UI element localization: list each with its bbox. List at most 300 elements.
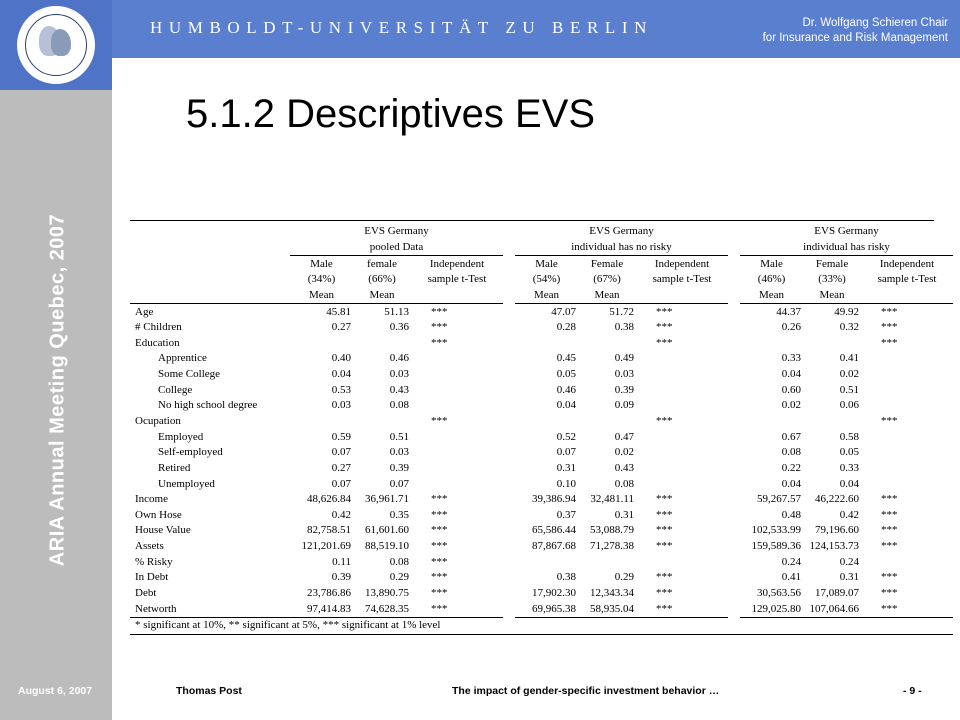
- significance-cell: [411, 398, 503, 414]
- row-label: Retired: [158, 461, 191, 474]
- value-cell: 0.59: [331, 430, 351, 443]
- row-label: Employed: [158, 430, 204, 443]
- significance-cell: [636, 398, 728, 414]
- column-header: Independent: [429, 257, 485, 270]
- column-spacer: [728, 320, 740, 336]
- column-header: (66%): [368, 273, 396, 286]
- value-cell: 0.07: [331, 446, 351, 459]
- value-cell: 0.39: [331, 571, 351, 584]
- significance-cell: ***: [881, 415, 898, 427]
- significance-cell: [411, 445, 503, 461]
- value-cell: 159,589.36: [751, 540, 802, 553]
- table-row: [130, 398, 953, 414]
- row-label: [130, 224, 290, 240]
- column-spacer: [503, 539, 515, 555]
- significance-cell: [636, 429, 728, 445]
- value-cell: 0.33: [781, 352, 802, 365]
- value-cell: 88,519.10: [365, 540, 409, 553]
- value-cell: 0.31: [614, 508, 635, 521]
- value-cell: 0.28: [556, 321, 577, 334]
- group-title: pooled Data: [290, 240, 503, 256]
- table-header-row: [130, 288, 953, 304]
- value-cell: 0.02: [781, 399, 802, 412]
- value-cell: 61,601.60: [365, 524, 409, 537]
- university-logo: [0, 0, 112, 90]
- significance-cell: ***: [431, 571, 448, 584]
- value-cell: 0.05: [839, 446, 860, 459]
- significance-cell: [411, 476, 503, 492]
- column-header: sample t-Test: [652, 273, 712, 286]
- significance-cell: ***: [881, 524, 898, 537]
- column-spacer: [728, 382, 740, 398]
- value-cell: [290, 335, 353, 351]
- column-header: Male: [310, 257, 333, 270]
- value-cell: 0.03: [389, 368, 409, 381]
- column-spacer: [728, 367, 740, 383]
- column-spacer: [503, 288, 515, 304]
- value-cell: 32,481.11: [590, 493, 635, 506]
- value-cell: 87,867.68: [532, 540, 577, 553]
- value-cell: 0.04: [839, 477, 860, 490]
- table-row: [130, 476, 953, 492]
- significance-cell: ***: [431, 415, 448, 427]
- table-row: [130, 367, 953, 383]
- significance-cell: ***: [636, 601, 728, 617]
- value-cell: 129,025.80: [740, 601, 803, 617]
- significance-cell: [861, 476, 953, 492]
- significance-cell: ***: [431, 555, 448, 568]
- column-spacer: [728, 335, 740, 351]
- significance-cell: ***: [881, 571, 898, 584]
- row-label: Debt: [135, 587, 157, 600]
- significance-cell: ***: [656, 571, 673, 584]
- table-row: [130, 523, 953, 539]
- column-header: Mean: [803, 288, 861, 304]
- significance-cell: ***: [881, 305, 898, 318]
- column-header: sample t-Test: [427, 273, 487, 286]
- value-cell: [515, 414, 578, 430]
- value-cell: 12,343.34: [590, 587, 635, 600]
- footer-talk-title: The impact of gender-specific investment behavior …: [452, 685, 720, 697]
- column-spacer: [503, 476, 515, 492]
- footer-date: August 6, 2007: [18, 685, 93, 697]
- row-label: [130, 256, 290, 272]
- row-label: [130, 272, 290, 288]
- value-cell: [353, 335, 411, 351]
- significance-cell: [861, 429, 953, 445]
- footer: [0, 677, 960, 707]
- row-label: Assets: [135, 540, 164, 553]
- value-cell: 0.46: [556, 383, 577, 396]
- value-cell: 58,935.04: [578, 601, 636, 617]
- value-cell: 17,902.30: [532, 587, 577, 600]
- value-cell: 51.72: [609, 305, 635, 318]
- value-cell: 0.51: [839, 383, 860, 396]
- value-cell: 65,586.44: [532, 524, 577, 537]
- table-row: [130, 382, 953, 398]
- significance-cell: ***: [881, 493, 898, 506]
- column-header: Independent: [879, 257, 935, 270]
- value-cell: 0.04: [781, 477, 802, 490]
- value-cell: [515, 335, 578, 351]
- significance-cell: ***: [861, 601, 953, 617]
- column-spacer: [503, 445, 515, 461]
- chair-label: [763, 16, 948, 46]
- significance-cell: ***: [431, 540, 448, 553]
- value-cell: 0.04: [781, 368, 802, 381]
- column-spacer: [728, 429, 740, 445]
- value-cell: 0.26: [781, 321, 802, 334]
- significance-cell: [861, 351, 953, 367]
- significance-cell: [411, 351, 503, 367]
- value-cell: 51.13: [384, 305, 409, 318]
- value-cell: 53,088.79: [590, 524, 635, 537]
- chair-line-1: Dr. Wolfgang Schieren Chair: [802, 17, 948, 29]
- row-label: Unemployed: [158, 477, 215, 490]
- significance-cell: [636, 367, 728, 383]
- column-spacer: [728, 554, 740, 570]
- table-row: [130, 554, 953, 570]
- significance-cell: ***: [431, 493, 448, 506]
- university-name: HUMBOLDT-UNIVERSITÄT ZU BERLIN: [150, 18, 654, 37]
- value-cell: 0.06: [839, 399, 860, 412]
- group-title: EVS Germany: [814, 225, 879, 238]
- column-spacer: [503, 256, 515, 272]
- column-header: Mean: [353, 288, 411, 304]
- significance-cell: [636, 476, 728, 492]
- column-spacer: [503, 570, 515, 586]
- value-cell: 0.40: [331, 352, 351, 365]
- row-label: [130, 240, 290, 256]
- table-row: [130, 320, 953, 336]
- value-cell: 0.03: [389, 446, 409, 459]
- significance-cell: ***: [656, 493, 673, 506]
- value-cell: 97,414.83: [290, 601, 353, 617]
- column-header: female: [367, 257, 397, 270]
- value-cell: 0.03: [614, 368, 635, 381]
- column-spacer: [728, 240, 740, 256]
- column-spacer: [728, 445, 740, 461]
- column-spacer: [503, 367, 515, 383]
- value-cell: 0.43: [389, 383, 409, 396]
- value-cell: 0.46: [389, 352, 409, 365]
- value-cell: 0.53: [331, 383, 351, 396]
- significance-cell: ***: [431, 305, 448, 318]
- significance-cell: [861, 461, 953, 477]
- value-cell: [803, 414, 861, 430]
- value-cell: 0.11: [332, 555, 351, 568]
- value-cell: 0.41: [839, 352, 860, 365]
- table-footnote: * significant at 10%, ** significant at 5%, *** significant at 1% level: [130, 618, 953, 635]
- significance-cell: ***: [881, 540, 898, 553]
- column-header: Male: [535, 257, 558, 270]
- row-label: Some College: [158, 368, 221, 381]
- value-cell: 0.08: [389, 555, 409, 568]
- significance-cell: [411, 382, 503, 398]
- column-spacer: [728, 586, 740, 602]
- value-cell: 0.38: [556, 571, 577, 584]
- row-label: Apprentice: [158, 352, 207, 365]
- value-cell: 44.37: [776, 305, 802, 318]
- value-cell: 0.08: [389, 399, 409, 412]
- table-header-row: [130, 240, 953, 256]
- value-cell: 0.09: [614, 399, 635, 412]
- row-label: Education: [135, 336, 180, 349]
- value-cell: 0.36: [389, 321, 409, 334]
- significance-cell: ***: [656, 524, 673, 537]
- table-row: [130, 601, 953, 617]
- table-row: [130, 351, 953, 367]
- value-cell: 47.07: [551, 305, 577, 318]
- column-spacer: [728, 539, 740, 555]
- value-cell: [803, 335, 861, 351]
- column-header: [861, 288, 953, 304]
- value-cell: 36,961.71: [365, 493, 409, 506]
- group-title: individual has no risky: [515, 240, 728, 256]
- value-cell: 0.07: [389, 477, 409, 490]
- value-cell: 0.38: [614, 321, 635, 334]
- significance-cell: [861, 382, 953, 398]
- column-spacer: [503, 304, 515, 320]
- value-cell: 0.29: [614, 571, 635, 584]
- value-cell: 0.08: [781, 446, 802, 459]
- value-cell: 0.27: [331, 321, 351, 334]
- table-header-row: [130, 224, 953, 240]
- column-header: sample t-Test: [877, 273, 937, 286]
- column-spacer: [728, 414, 740, 430]
- column-spacer: [728, 272, 740, 288]
- column-header: Mean: [740, 288, 803, 304]
- row-label: Own Hose: [135, 508, 182, 521]
- row-label: % Risky: [135, 555, 173, 568]
- column-header: Mean: [578, 288, 636, 304]
- value-cell: [740, 335, 803, 351]
- value-cell: 0.42: [839, 508, 860, 521]
- column-spacer: [503, 351, 515, 367]
- value-cell: 71,278.38: [590, 540, 635, 553]
- row-label: Self-employed: [158, 446, 223, 459]
- column-spacer: [503, 398, 515, 414]
- value-cell: 82,758.51: [307, 524, 351, 537]
- column-spacer: [728, 508, 740, 524]
- significance-cell: [861, 445, 953, 461]
- column-header: Female: [815, 257, 849, 270]
- value-cell: 0.52: [556, 430, 577, 443]
- value-cell: 0.43: [614, 461, 635, 474]
- value-cell: 0.24: [839, 555, 860, 568]
- significance-cell: [411, 367, 503, 383]
- significance-cell: ***: [431, 587, 448, 600]
- column-spacer: [503, 320, 515, 336]
- significance-cell: ***: [431, 508, 448, 521]
- value-cell: 0.51: [389, 430, 409, 443]
- value-cell: 0.35: [389, 508, 409, 521]
- significance-cell: [636, 351, 728, 367]
- column-header: Mean: [290, 288, 353, 304]
- column-spacer: [728, 256, 740, 272]
- column-header: (54%): [532, 273, 561, 286]
- column-spacer: [503, 461, 515, 477]
- value-cell: 0.32: [839, 321, 860, 334]
- stats-table: [130, 224, 953, 635]
- significance-cell: [636, 445, 728, 461]
- column-spacer: [728, 304, 740, 320]
- column-spacer: [503, 429, 515, 445]
- row-label: College: [158, 383, 193, 396]
- significance-cell: ***: [881, 508, 898, 521]
- significance-cell: ***: [411, 601, 503, 617]
- significance-cell: ***: [431, 524, 448, 537]
- table-row: [130, 492, 953, 508]
- row-label: Networth: [130, 601, 290, 617]
- row-label: House Value: [135, 524, 191, 537]
- significance-cell: ***: [881, 587, 898, 600]
- slide-title: 5.1.2 Descriptives EVS: [186, 92, 596, 136]
- group-title: EVS Germany: [589, 225, 654, 238]
- value-cell: [290, 414, 353, 430]
- value-cell: 0.49: [614, 352, 635, 365]
- significance-cell: ***: [656, 587, 673, 600]
- row-label: [130, 288, 290, 304]
- value-cell: 0.31: [839, 571, 860, 584]
- value-cell: [578, 335, 636, 351]
- university-seal-icon: [17, 6, 95, 84]
- value-cell: 0.33: [839, 461, 860, 474]
- value-cell: 74,628.35: [353, 601, 411, 617]
- column-spacer: [503, 224, 515, 240]
- value-cell: 59,267.57: [757, 493, 802, 506]
- row-label: Age: [135, 305, 154, 318]
- value-cell: 13,890.75: [365, 587, 409, 600]
- column-header: Male: [760, 257, 783, 270]
- value-cell: [353, 414, 411, 430]
- value-cell: 107,064.66: [803, 601, 861, 617]
- row-label: In Debt: [135, 571, 169, 584]
- column-spacer: [503, 601, 515, 617]
- row-label: Ocupation: [135, 415, 181, 427]
- significance-cell: ***: [881, 336, 898, 349]
- column-header: [411, 288, 503, 304]
- significance-cell: [411, 461, 503, 477]
- value-cell: 0.60: [781, 383, 802, 396]
- value-cell: 0.04: [331, 368, 351, 381]
- significance-cell: ***: [431, 321, 448, 334]
- significance-cell: ***: [881, 321, 898, 334]
- value-cell: 0.58: [839, 430, 860, 443]
- value-cell: 0.03: [331, 399, 351, 412]
- value-cell: 0.29: [389, 571, 409, 584]
- column-spacer: [503, 382, 515, 398]
- significance-cell: ***: [656, 508, 673, 521]
- value-cell: 30,563.56: [757, 587, 802, 600]
- group-title: individual has risky: [740, 240, 953, 256]
- table-row: [130, 445, 953, 461]
- table-row: [130, 539, 953, 555]
- value-cell: 0.47: [614, 430, 635, 443]
- table-header-row: [130, 256, 953, 272]
- significance-cell: [636, 554, 728, 570]
- column-spacer: [728, 570, 740, 586]
- value-cell: 0.04: [556, 399, 577, 412]
- chair-line-2: for Insurance and Risk Management: [762, 32, 948, 44]
- column-spacer: [503, 523, 515, 539]
- value-cell: 102,533.99: [751, 524, 802, 537]
- value-cell: 0.48: [781, 508, 802, 521]
- value-cell: 46,222.60: [815, 493, 860, 506]
- footer-author: Thomas Post: [176, 685, 242, 697]
- significance-cell: ***: [656, 305, 673, 318]
- value-cell: [740, 414, 803, 430]
- significance-cell: ***: [431, 336, 448, 349]
- value-cell: 0.08: [614, 477, 635, 490]
- column-header: Independent: [654, 257, 710, 270]
- column-header: Mean: [515, 288, 578, 304]
- significance-cell: [861, 367, 953, 383]
- value-cell: 0.41: [781, 571, 802, 584]
- table-row: [130, 586, 953, 602]
- value-cell: 0.67: [781, 430, 802, 443]
- column-spacer: [728, 476, 740, 492]
- value-cell: 79,196.60: [815, 524, 860, 537]
- value-cell: 0.02: [839, 368, 860, 381]
- conference-title: ARIA Annual Meeting Quebec, 2007: [46, 213, 69, 567]
- value-cell: 124,153.73: [809, 540, 860, 553]
- column-header: (34%): [307, 273, 336, 286]
- value-cell: 0.07: [331, 477, 351, 490]
- significance-cell: [861, 554, 953, 570]
- value-cell: 0.22: [781, 461, 802, 474]
- column-spacer: [728, 224, 740, 240]
- table-footnote-row: [130, 618, 953, 635]
- value-cell: 0.24: [781, 555, 802, 568]
- value-cell: 0.07: [556, 446, 577, 459]
- row-label: No high school degree: [158, 399, 258, 412]
- column-spacer: [503, 586, 515, 602]
- table-row: [130, 429, 953, 445]
- column-header: (46%): [757, 273, 786, 286]
- significance-cell: [636, 382, 728, 398]
- value-cell: 0.05: [556, 368, 577, 381]
- column-header: (33%): [818, 273, 846, 286]
- row-label: # Children: [135, 321, 182, 334]
- footer-page-number: - 9 -: [903, 685, 922, 697]
- value-cell: [578, 554, 636, 570]
- column-header: Female: [590, 257, 624, 270]
- value-cell: 0.39: [389, 461, 409, 474]
- column-spacer: [728, 461, 740, 477]
- value-cell: 69,965.38: [515, 601, 578, 617]
- value-cell: 49.92: [834, 305, 860, 318]
- column-spacer: [503, 240, 515, 256]
- column-spacer: [728, 523, 740, 539]
- value-cell: 0.37: [556, 508, 577, 521]
- column-spacer: [728, 492, 740, 508]
- column-spacer: [503, 335, 515, 351]
- value-cell: 0.10: [556, 477, 577, 490]
- value-cell: [578, 414, 636, 430]
- significance-cell: [861, 398, 953, 414]
- column-spacer: [728, 398, 740, 414]
- column-header: (67%): [593, 273, 621, 286]
- value-cell: 17,089.07: [815, 587, 860, 600]
- table-row: [130, 508, 953, 524]
- value-cell: 0.45: [556, 352, 577, 365]
- value-cell: 0.27: [331, 461, 351, 474]
- table-row: [130, 414, 953, 430]
- column-spacer: [503, 554, 515, 570]
- value-cell: 0.02: [614, 446, 635, 459]
- significance-cell: ***: [656, 540, 673, 553]
